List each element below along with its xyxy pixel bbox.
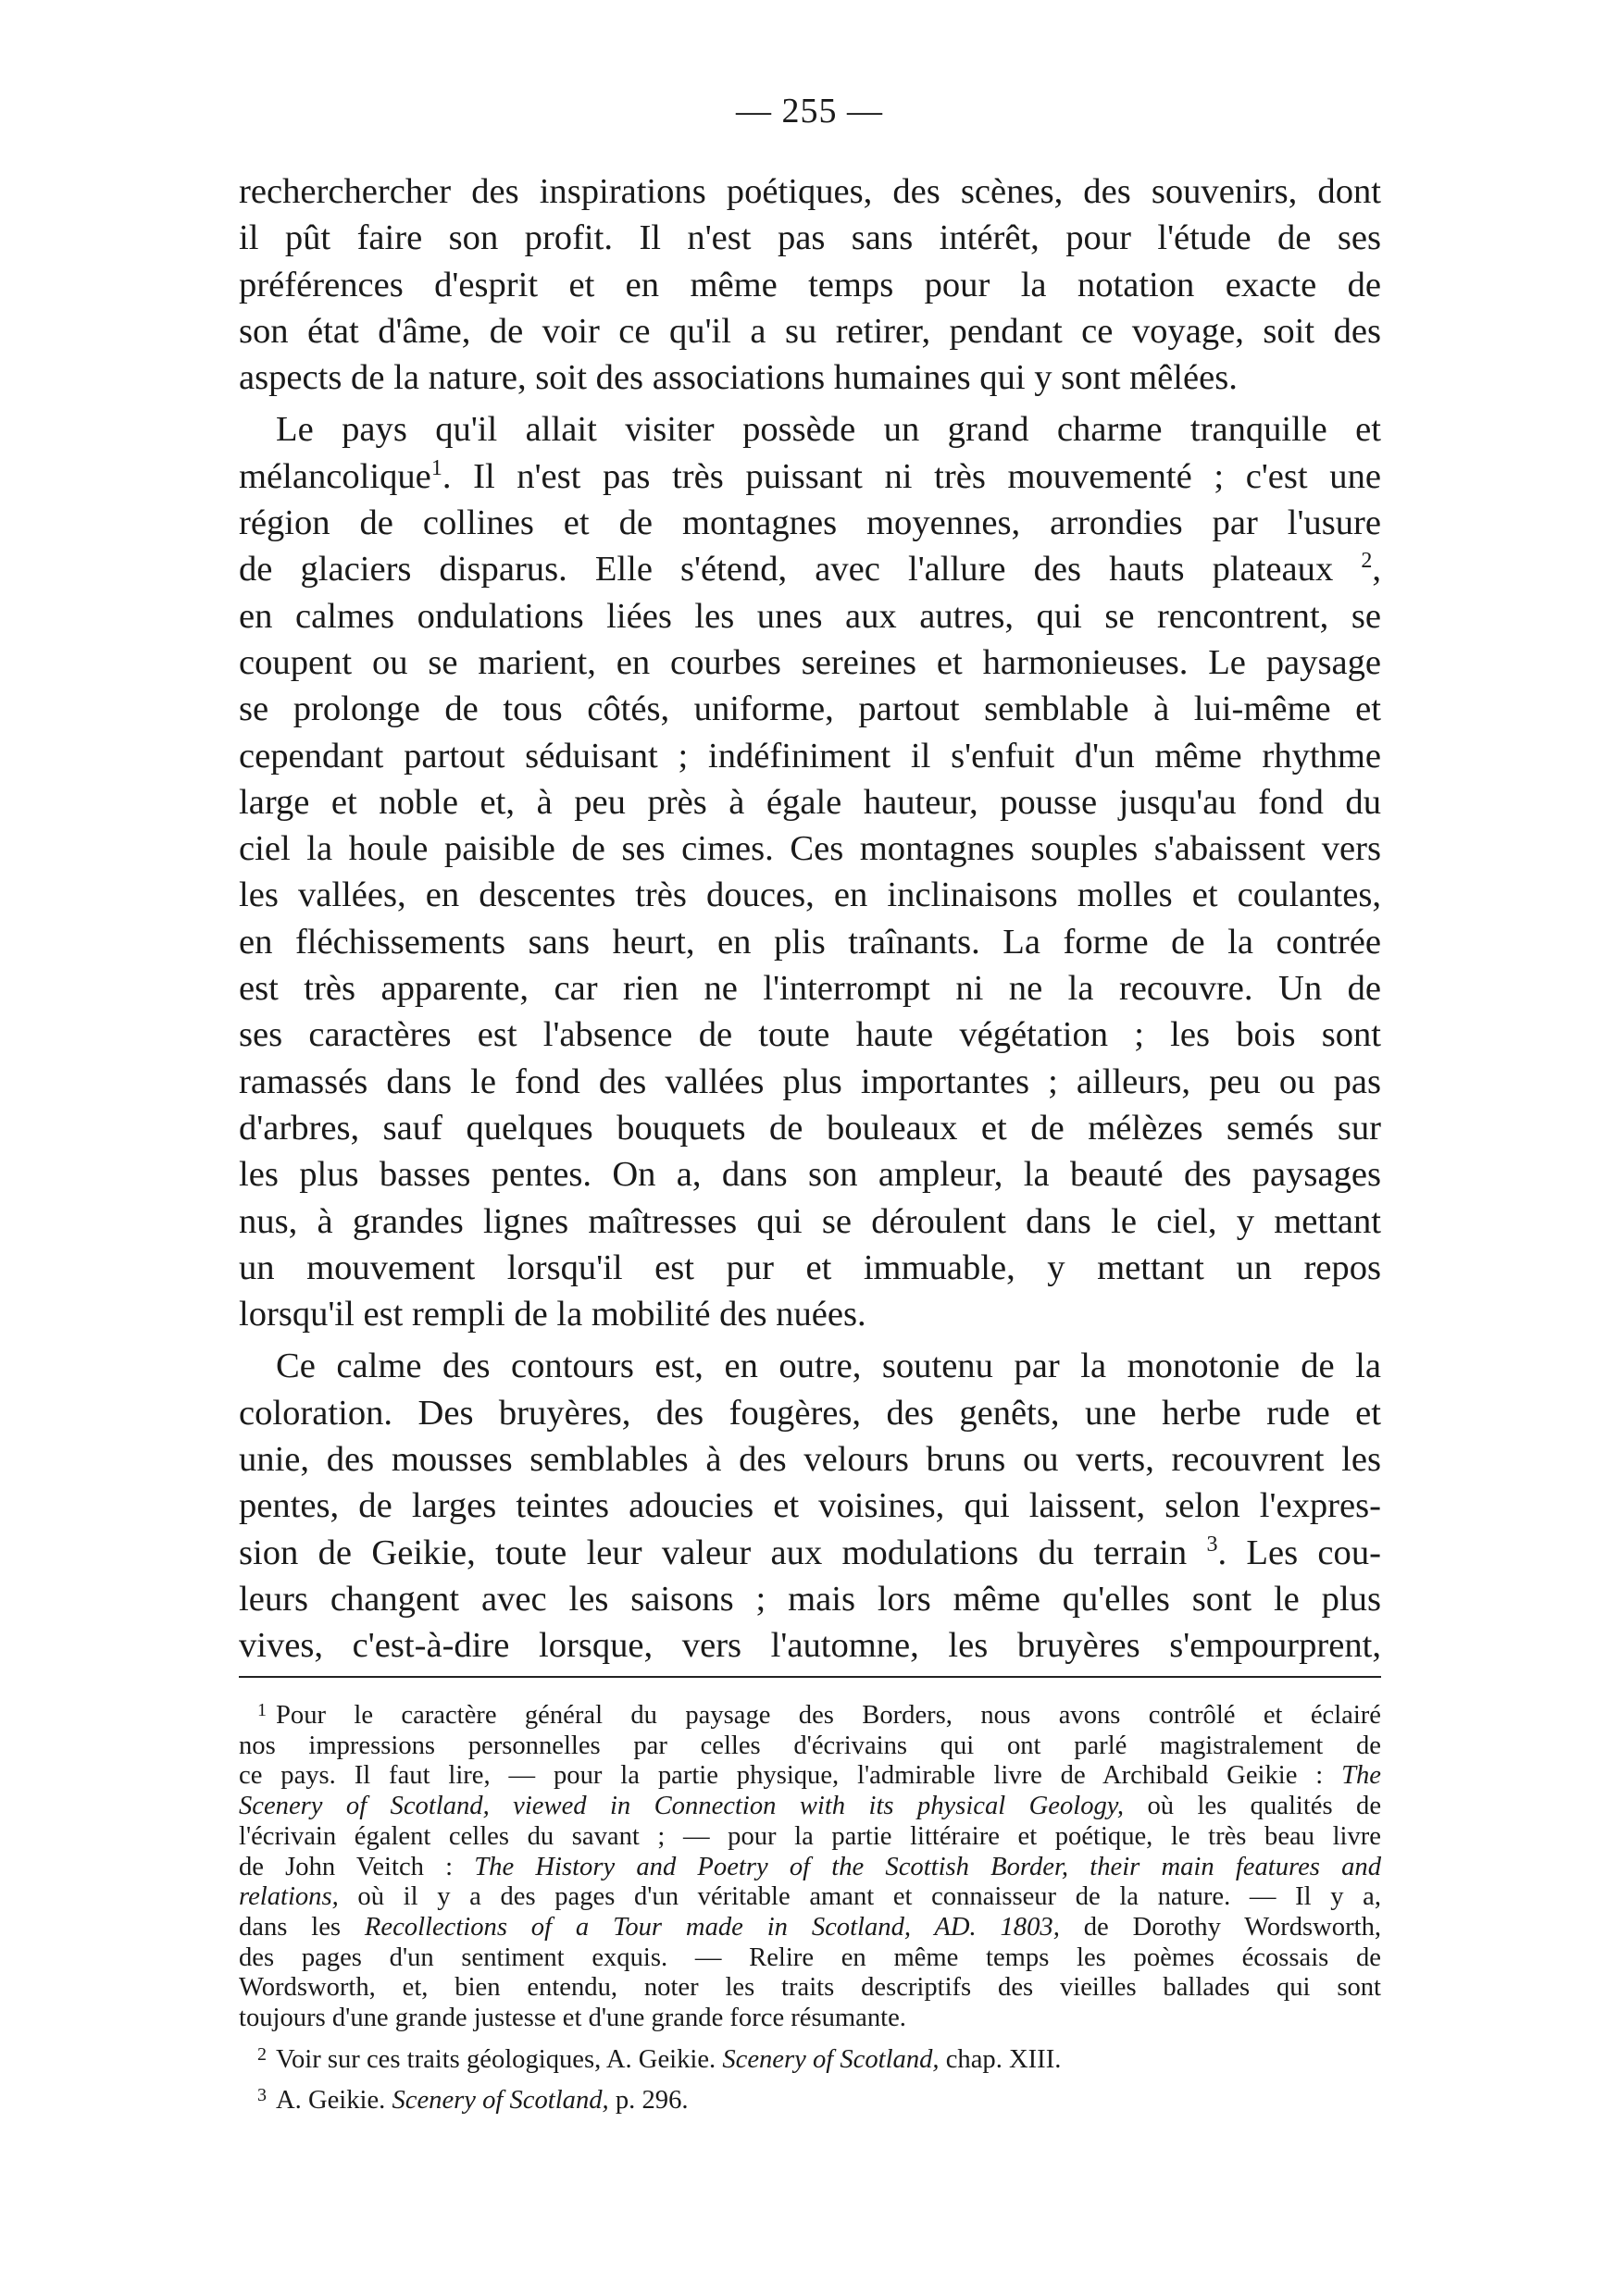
- text-fragment: Voir sur ces traits géologiques, A. Geikie.: [276, 2044, 716, 2074]
- body-text: [239, 168, 1381, 1675]
- text-fragment: . Les cou-: [1217, 1533, 1381, 1572]
- text-fragment: The History and Poetry of the Scottish Border, their main features and: [474, 1852, 1381, 1881]
- text-fragment: où il y a des pages d'un véritable amant et connaisseur de la nature. — Il y a,: [357, 1882, 1381, 1912]
- text-fragment: Scenery of Scotland,: [722, 2044, 940, 2074]
- text-line: nus, à grandes lignes maîtresses qui se déroulent dans le ciel, y mettant: [239, 1201, 1381, 1241]
- text-line: ses caractères est l'absence de toute haute végétation ; les bois sont: [239, 1015, 1381, 1055]
- text-line: l'écrivain égalent celles du savant ; — pour la partie littéraire et poétique, le très beau livre: [239, 1821, 1381, 1851]
- text-line: se prolonge de tous côtés, uniforme, partout semblable à lui-même et: [239, 689, 1381, 729]
- text-line: [239, 1913, 1381, 1943]
- footnote-divider: [239, 1676, 1381, 1678]
- footnote-marker: 2: [257, 2043, 267, 2065]
- text-line: les vallées, en descentes très douces, en inclinaisons molles et coulantes,: [239, 875, 1381, 915]
- text-fragment: de glaciers disparus. Elle s'étend, avec l'allure des hauts plateaux: [239, 550, 1334, 590]
- text-line: [239, 2086, 1381, 2116]
- text-line: [239, 546, 1381, 592]
- text-fragment: Scenery of Scotland,: [392, 2086, 609, 2116]
- text-line: toujours d'une grande justesse et d'une grande force résumante.: [239, 2004, 906, 2033]
- text-line: ciel la houle paisible de ses cimes. Ces montagnes souples s'abaissent vers: [239, 829, 1381, 869]
- text-line: son état d'âme, de voir ce qu'il a su retirer, pendant ce voyage, soit des: [239, 311, 1381, 351]
- page-number: — 255 —: [736, 92, 883, 130]
- text-line: [239, 1792, 1381, 1822]
- text-fragment: sion de Geikie, toute leur valeur aux modulations du terrain: [239, 1533, 1188, 1572]
- text-line: des pages d'un sentiment exquis. — Relire en même temps les poèmes écossais de: [239, 1942, 1381, 1972]
- text-fragment: ce pays. Il faut lire, — pour la partie physique, l'admirable livre de Archibald Geikie :: [239, 1761, 1324, 1791]
- footnote-1: [239, 1701, 1381, 2034]
- text-fragment: où les qualités de: [1147, 1792, 1382, 1821]
- text-line: Ce calme des contours est, en outre, soutenu par la monotonie de la: [276, 1347, 1381, 1386]
- text-fragment: chap. XIII.: [945, 2044, 1062, 2074]
- text-line: lorsqu'il est rempli de la mobilité des nuées.: [239, 1295, 866, 1334]
- text-line: vives, c'est-à-dire lorsque, vers l'automne, les bruyères s'empourprent,: [239, 1626, 1381, 1666]
- text-fragment: relations,: [239, 1882, 339, 1912]
- text-line: d'arbres, sauf quelques bouquets de bouleaux et de mélèzes semés sur: [239, 1108, 1381, 1148]
- footnote-marker: 1: [257, 1700, 267, 1720]
- text-line: [239, 1853, 1381, 1883]
- text-line: les plus basses pentes. On a, dans son ampleur, la beauté des paysages: [239, 1155, 1381, 1195]
- text-line: en calmes ondulations liées les unes aux autres, qui se rencontrent, se: [239, 596, 1381, 636]
- text-line: [239, 453, 1381, 500]
- text-line: il pût faire son profit. Il n'est pas sans intérêt, pour l'étude de ses: [239, 218, 1381, 258]
- text-fragment: dans les: [239, 1912, 342, 1942]
- text-line: leurs changent avec les saisons ; mais lors même qu'elles sont le plus: [239, 1579, 1381, 1619]
- text-line: Wordsworth, et, bien entendu, noter les traits descriptifs des vieilles ballades qui sont: [239, 1973, 1381, 2003]
- text-line: pentes, de larges teintes adoucies et voisines, qui laissent, selon l'expres-: [239, 1486, 1381, 1526]
- text-line: est très apparente, car rien ne l'interrompt ni ne la recouvre. Un de: [239, 969, 1381, 1009]
- footnote-ref-3: 3: [1206, 1532, 1218, 1557]
- paragraph-1: [239, 168, 1381, 401]
- text-fragment: ,: [1372, 550, 1382, 590]
- text-fragment: A. Geikie.: [276, 2086, 386, 2116]
- footnote-marker: 3: [257, 2085, 267, 2106]
- text-line: [239, 1761, 1381, 1792]
- paragraph-2: [239, 406, 1381, 1337]
- text-line: préférences d'esprit et en même temps pour la notation exacte de: [239, 265, 1381, 304]
- text-line: coupent ou se marient, en courbes sereines et harmonieuses. Le paysage: [239, 642, 1381, 682]
- text-line: [239, 1882, 1381, 1913]
- text-line: cependant partout séduisant ; indéfiniment il s'enfuit d'un même rhythme: [239, 736, 1381, 776]
- text-fragment: Scenery of Scotland, viewed in Connection with its physical Geology,: [239, 1792, 1125, 1821]
- text-fragment: de Dorothy Wordsworth,: [1083, 1912, 1382, 1942]
- footnote-ref-1: 1: [430, 455, 442, 480]
- text-line: en fléchissements sans heurt, en plis traînants. La forme de la contrée: [239, 922, 1381, 962]
- text-line: Le pays qu'il allait visiter possède un grand charme tranquille et: [276, 410, 1381, 450]
- footnote-ref-2: 2: [1361, 549, 1373, 574]
- paragraph-3: [239, 1343, 1381, 1669]
- footnote-3: [239, 2086, 1381, 2116]
- text-fragment: p. 296.: [615, 2086, 689, 2116]
- text-line: un mouvement lorsqu'il est pur et immuable, y mettant un repos: [239, 1247, 1381, 1287]
- text-fragment: . Il n'est pas très puissant ni très mouvementé ; c'est une: [442, 456, 1381, 496]
- text-line: aspects de la nature, soit des associations humaines qui y sont mêlées.: [239, 358, 1238, 398]
- text-line: ramassés dans le fond des vallées plus importantes ; ailleurs, peu ou pas: [239, 1061, 1381, 1101]
- text-fragment: Pour le caractère général du paysage des Borders, nous avons contrôlé et éclairé: [276, 1701, 1381, 1730]
- text-line: région de collines et de montagnes moyennes, arrondies par l'usure: [239, 503, 1381, 543]
- text-line: coloration. Des bruyères, des fougères, des genêts, une herbe rude et: [239, 1393, 1381, 1433]
- text-line: [239, 1701, 1381, 1731]
- footnotes: [239, 1701, 1381, 2128]
- text-fragment: Recollections of a Tour made in Scotland, AD. 1803,: [364, 1912, 1060, 1942]
- footnote-2: [239, 2045, 1381, 2076]
- text-line: large et noble et, à peu près à égale hauteur, pousse jusqu'au fond du: [239, 782, 1381, 822]
- text-line: unie, des mousses semblables à des velours bruns ou verts, recouvrent les: [239, 1440, 1381, 1480]
- text-line: [239, 1530, 1381, 1576]
- text-fragment: The: [1341, 1761, 1381, 1791]
- text-line: recherchercher des inspirations poétiques, des scènes, des souvenirs, dont: [239, 172, 1381, 211]
- text-line: [239, 2045, 1381, 2076]
- text-fragment: mélancolique: [239, 456, 431, 496]
- text-line: nos impressions personnelles par celles d'écrivains qui ont parlé magistralement de: [239, 1731, 1381, 1760]
- text-fragment: de John Veitch :: [239, 1852, 454, 1881]
